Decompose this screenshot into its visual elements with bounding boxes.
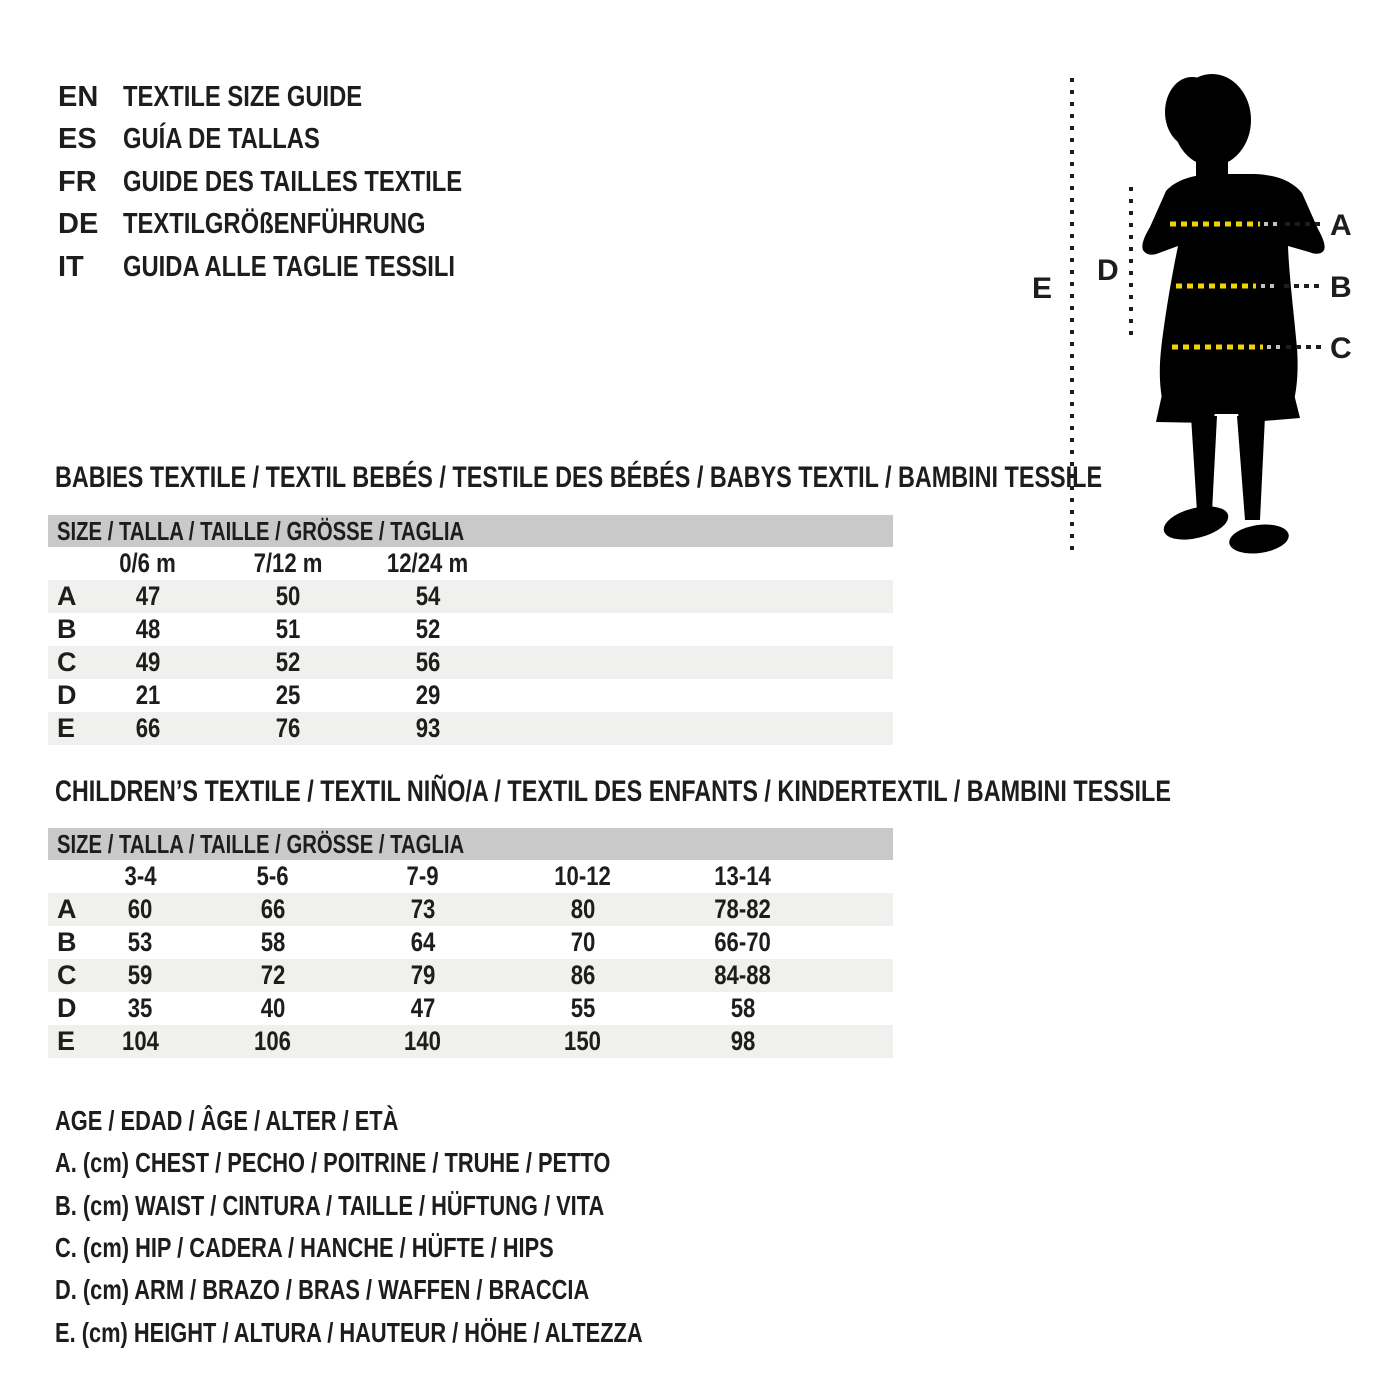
cell-value: 59: [128, 960, 153, 990]
cell-value: 58: [730, 993, 756, 1023]
title-row-de: [58, 204, 537, 247]
title-language-list: [58, 76, 537, 289]
cell-value: 52: [415, 614, 441, 644]
page-title-it: GUIDA ALLE TAGLIE TESSILI: [123, 250, 456, 283]
cell-value: 70: [570, 927, 596, 957]
children-section-heading: CHILDREN’S TEXTILE / TEXTIL NIÑO/A / TEXTIL DES ENFANTS / KINDERTEXTIL / BAMBINI TESSILE: [55, 775, 1171, 808]
table-row: [48, 893, 893, 926]
table-row: [48, 992, 893, 1025]
col-header: 5-6: [256, 861, 290, 891]
title-row-fr: [58, 161, 537, 204]
size-header-bar: [48, 515, 893, 547]
col-header: 7/12 m: [253, 548, 323, 578]
table-row: [48, 580, 893, 613]
cell-value: 50: [275, 581, 301, 611]
col-header: 3-4: [124, 861, 157, 891]
children-size-table: [48, 828, 893, 1058]
label-a: A: [1330, 209, 1352, 242]
cell-value: 52: [275, 647, 301, 677]
lang-code: IT: [58, 250, 84, 283]
child-measurement-diagram: [1000, 60, 1400, 580]
cell-value: 104: [122, 1026, 159, 1056]
cell-value: 79: [410, 960, 436, 990]
size-header-label: SIZE / TALLA / TAILLE / GRÖSSE / TAGLIA: [57, 828, 465, 859]
legend-waist-line: B. (cm) WAIST / CINTURA / TAILLE / HÜFTUNG / VITA: [55, 1189, 605, 1221]
page-title-fr: GUIDE DES TAILLES TEXTILE: [123, 165, 463, 198]
table-row: [48, 959, 893, 992]
row-label: C: [57, 960, 77, 990]
page-title-es: GUÍA DE TALLAS: [123, 123, 320, 156]
cell-value: 93: [415, 713, 441, 743]
label-b: B: [1330, 271, 1352, 304]
row-label: B: [57, 614, 77, 644]
page-title: TEXTILE SIZE GUIDE: [123, 80, 363, 113]
row-label: C: [57, 647, 77, 677]
lang-code: ES: [58, 123, 97, 156]
babies-section-heading: BABIES TEXTILE / TEXTIL BEBÉS / TESTILE DES BÉBÉS / BABYS TEXTIL / BAMBINI TESSILE: [55, 461, 1103, 494]
page-title-de: TEXTILGRÖßENFÜHRUNG: [123, 208, 426, 241]
row-label: A: [57, 894, 77, 924]
cell-value: 76: [275, 713, 301, 743]
cell-value: 66: [260, 894, 286, 924]
cell-value: 49: [135, 647, 161, 677]
cell-value: 64: [410, 927, 436, 957]
babies-size-table: [48, 515, 893, 745]
row-label: E: [57, 713, 76, 743]
col-header: 13-14: [714, 861, 772, 891]
legend-height-line: E. (cm) HEIGHT / ALTURA / HAUTEUR / HÖHE / ALTEZZA: [55, 1316, 643, 1348]
cell-value: 140: [404, 1026, 442, 1056]
babies-column-header-row: [48, 547, 893, 580]
table-row: [48, 613, 893, 646]
cell-value: 80: [570, 894, 596, 924]
cell-value: 58: [260, 927, 286, 957]
cell-value: 73: [410, 894, 436, 924]
legend-hip-line: C. (cm) HIP / CADERA / HANCHE / HÜFTE / HIPS: [55, 1232, 554, 1264]
lang-code: FR: [58, 165, 97, 198]
children-column-header-row: [48, 860, 893, 893]
cell-value: 56: [415, 647, 441, 677]
label-d: D: [1097, 254, 1119, 287]
cell-value: 35: [128, 993, 153, 1023]
cell-value: 29: [415, 680, 441, 710]
label-e: E: [1032, 272, 1053, 305]
title-row-en: [58, 76, 537, 119]
label-c: C: [1330, 332, 1352, 365]
cell-value: 98: [730, 1026, 756, 1056]
cell-value: 48: [135, 614, 161, 644]
cell-value: 54: [415, 581, 441, 611]
cell-value: 150: [564, 1026, 602, 1056]
table-row: [48, 926, 893, 959]
table-row: [48, 1025, 893, 1058]
table-row: [48, 712, 893, 745]
row-label: A: [57, 581, 77, 611]
cell-value: 47: [410, 993, 436, 1023]
lang-code: EN: [58, 80, 99, 113]
size-header-bar: [48, 828, 893, 860]
table-row: [48, 679, 893, 712]
cell-value: 66-70: [714, 927, 772, 957]
row-label: D: [57, 993, 77, 1023]
cell-value: 78-82: [714, 894, 772, 924]
table-row: [48, 646, 893, 679]
cell-value: 25: [275, 680, 301, 710]
legend-arm-line: D. (cm) ARM / BRAZO / BRAS / WAFFEN / BRACCIA: [55, 1274, 590, 1306]
cell-value: 86: [570, 960, 596, 990]
col-header: 10-12: [554, 861, 612, 891]
row-label: B: [57, 927, 77, 957]
col-header: 7-9: [406, 861, 440, 891]
size-header-label: SIZE / TALLA / TAILLE / GRÖSSE / TAGLIA: [57, 515, 465, 546]
col-header: 12/24 m: [387, 548, 469, 578]
cell-value: 72: [260, 960, 286, 990]
cell-value: 40: [260, 993, 286, 1023]
title-row-it: [58, 246, 537, 289]
legend-chest-line: A. (cm) CHEST / PECHO / POITRINE / TRUHE / PETTO: [55, 1147, 611, 1179]
row-label: E: [57, 1026, 76, 1056]
legend-age-line: AGE / EDAD / ÂGE / ALTER / ETÀ: [55, 1105, 399, 1137]
cell-value: 66: [135, 713, 161, 743]
measurement-legend: [55, 1100, 808, 1354]
cell-value: 60: [128, 894, 153, 924]
cell-value: 47: [135, 581, 161, 611]
lang-code: DE: [58, 208, 99, 241]
cell-value: 21: [135, 680, 161, 710]
cell-value: 51: [275, 614, 301, 644]
cell-value: 55: [570, 993, 596, 1023]
cell-value: 84-88: [714, 960, 772, 990]
cell-value: 53: [128, 927, 153, 957]
row-label: D: [57, 680, 77, 710]
cell-value: 106: [254, 1026, 292, 1056]
title-row-es: [58, 119, 537, 162]
col-header: 0/6 m: [119, 548, 177, 578]
